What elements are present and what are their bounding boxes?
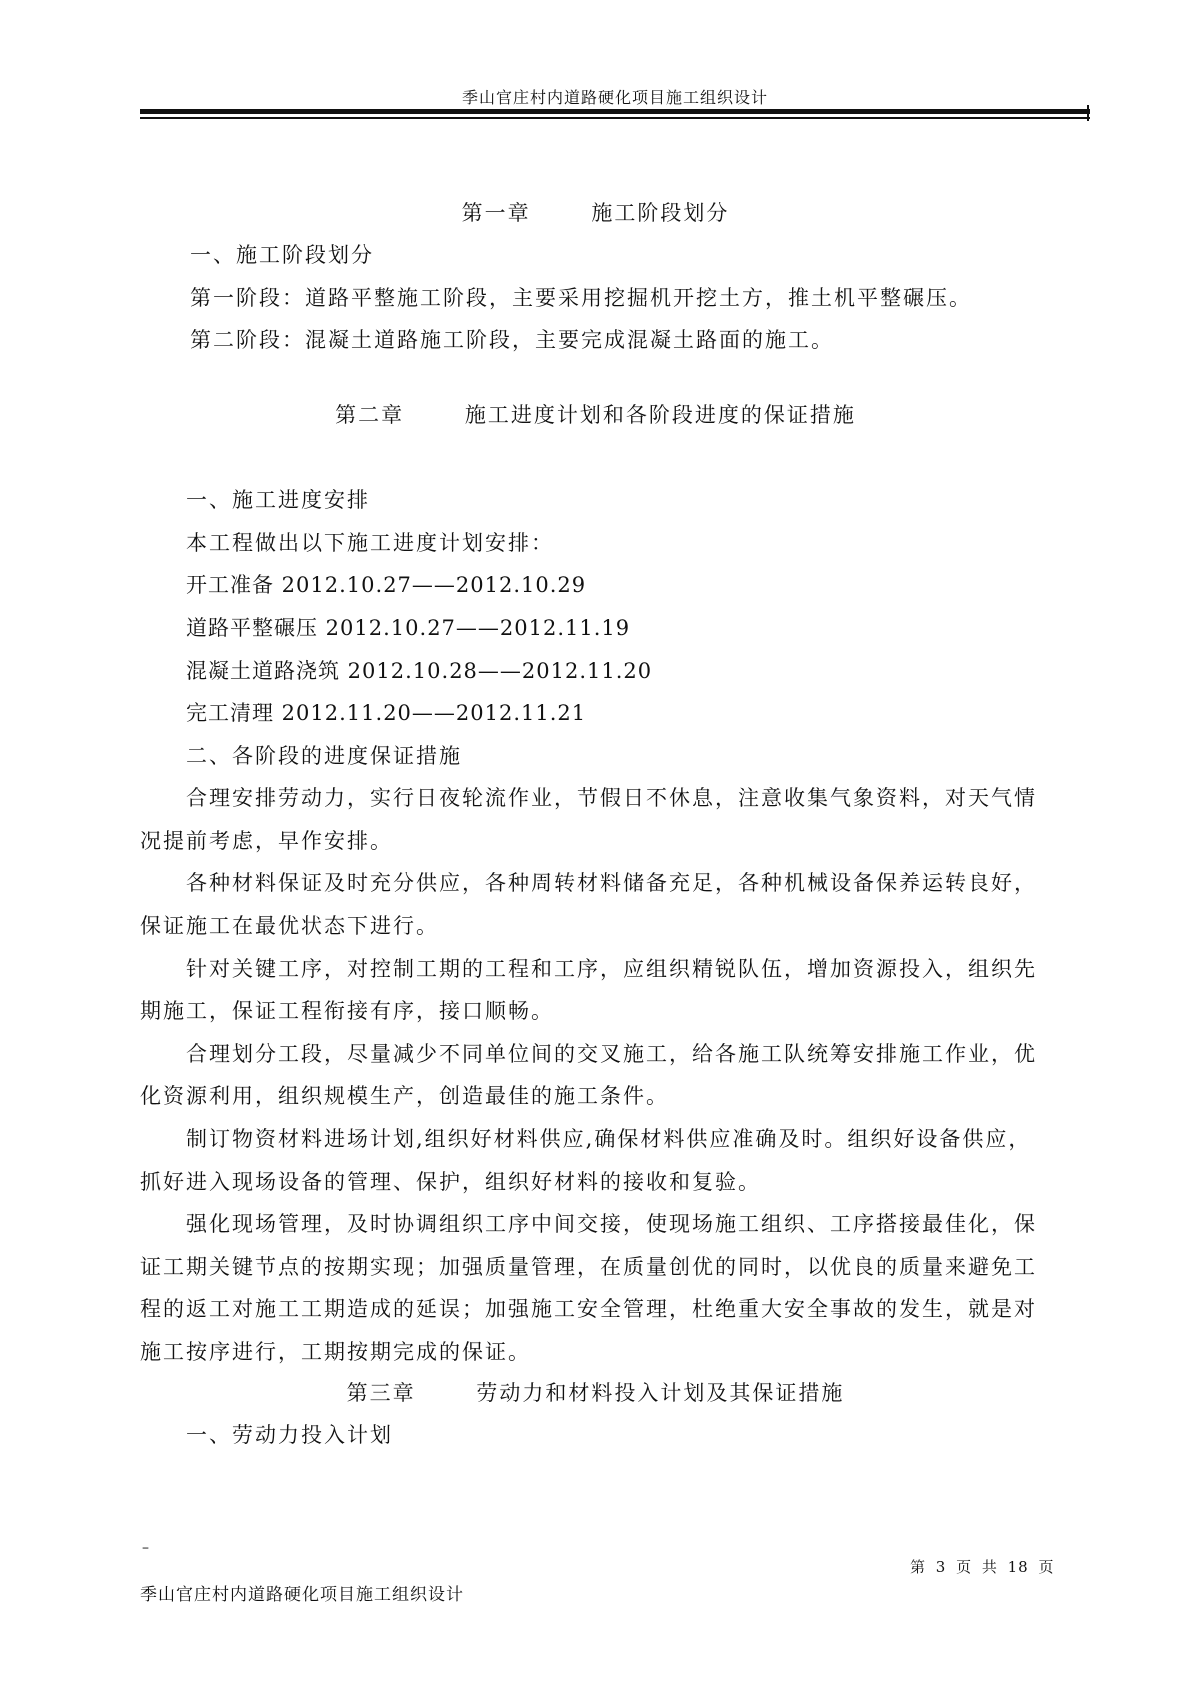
measure-text-line: 保证施工在最优状态下进行。 [140, 914, 439, 938]
measure-text-line: 施工按序进行，工期按期完成的保证。 [140, 1340, 531, 1364]
measure-text-line: 合理安排劳动力，实行日夜轮流作业，节假日不休息，注意收集气象资料，对天气情 [186, 786, 1037, 810]
chapter-1-section-1-heading: 一、施工阶段划分 [190, 243, 374, 267]
chapter-3-section-1-heading: 一、劳动力投入计划 [186, 1423, 393, 1447]
header-rule-thin [140, 117, 1090, 119]
chapter-2-section-2-heading: 二、各阶段的进度保证措施 [186, 744, 462, 768]
chapter-2-section-1-heading: 一、施工进度安排 [186, 488, 370, 512]
measure-text-line: 况提前考虑，早作安排。 [140, 829, 393, 853]
measure-text-line: 期施工，保证工程衔接有序，接口顺畅。 [140, 999, 554, 1023]
measure-text-line: 制订物资材料进场计划,组织好材料供应,确保材料供应准确及时。组织好设备供应， [186, 1127, 1032, 1151]
measure-text-line: 针对关键工序，对控制工期的工程和工序，应组织精锐队伍，增加资源投入，组织先 [186, 957, 1037, 981]
schedule-item: 开工准备 2012.10.27——2012.10.29 [186, 573, 587, 597]
footer-title: 季山官庄村内道路硬化项目施工组织设计 [140, 1585, 464, 1605]
measure-text-line: 强化现场管理，及时协调组织工序中间交接，使现场施工组织、工序搭接最佳化，保 [186, 1212, 1037, 1236]
page-number: 第 3 页 共 18 页 [910, 1558, 1055, 1576]
measure-text-line: 各种材料保证及时充分供应，各种周转材料储备充足，各种机械设备保养运转良好， [186, 871, 1037, 895]
measure-text-line: 化资源利用，组织规模生产，创造最佳的施工条件。 [140, 1084, 669, 1108]
measure-text-line: 证工期关键节点的按期实现；加强质量管理，在质量创优的同时，以优良的质量来避免工 [140, 1255, 1037, 1279]
header-rule-thick [140, 109, 1090, 114]
chapter-1-paragraph-1: 第一阶段：道路平整施工阶段，主要采用挖掘机开挖土方，推土机平整碾压。 [190, 286, 972, 310]
header-rule-cap [1087, 105, 1089, 121]
schedule-item: 完工清理 2012.11.20——2012.11.21 [186, 701, 587, 725]
chapter-1-paragraph-2: 第二阶段：混凝土道路施工阶段，主要完成混凝土路面的施工。 [190, 328, 834, 352]
measure-text-line: 合理划分工段，尽量减少不同单位间的交叉施工，给各施工队统筹安排施工作业，优 [186, 1042, 1037, 1066]
chapter-2-title: 第二章 施工进度计划和各阶段进度的保证措施 [335, 403, 856, 427]
chapter-3-title: 第三章 劳动力和材料投入计划及其保证措施 [346, 1381, 845, 1405]
footer-dash: – [142, 1540, 149, 1556]
chapter-1-title: 第一章 施工阶段划分 [461, 201, 730, 225]
schedule-item: 道路平整碾压 2012.10.27——2012.11.19 [186, 616, 631, 640]
running-header-title: 季山官庄村内道路硬化项目施工组织设计 [461, 88, 768, 107]
schedule-intro: 本工程做出以下施工进度计划安排： [186, 531, 554, 555]
measure-text-line: 程的返工对施工工期造成的延误；加强施工安全管理，杜绝重大安全事故的发生，就是对 [140, 1297, 1037, 1321]
measure-text-line: 抓好进入现场设备的管理、保护，组织好材料的接收和复验。 [140, 1170, 761, 1194]
schedule-item: 混凝土道路浇筑 2012.10.28——2012.11.20 [186, 659, 653, 683]
